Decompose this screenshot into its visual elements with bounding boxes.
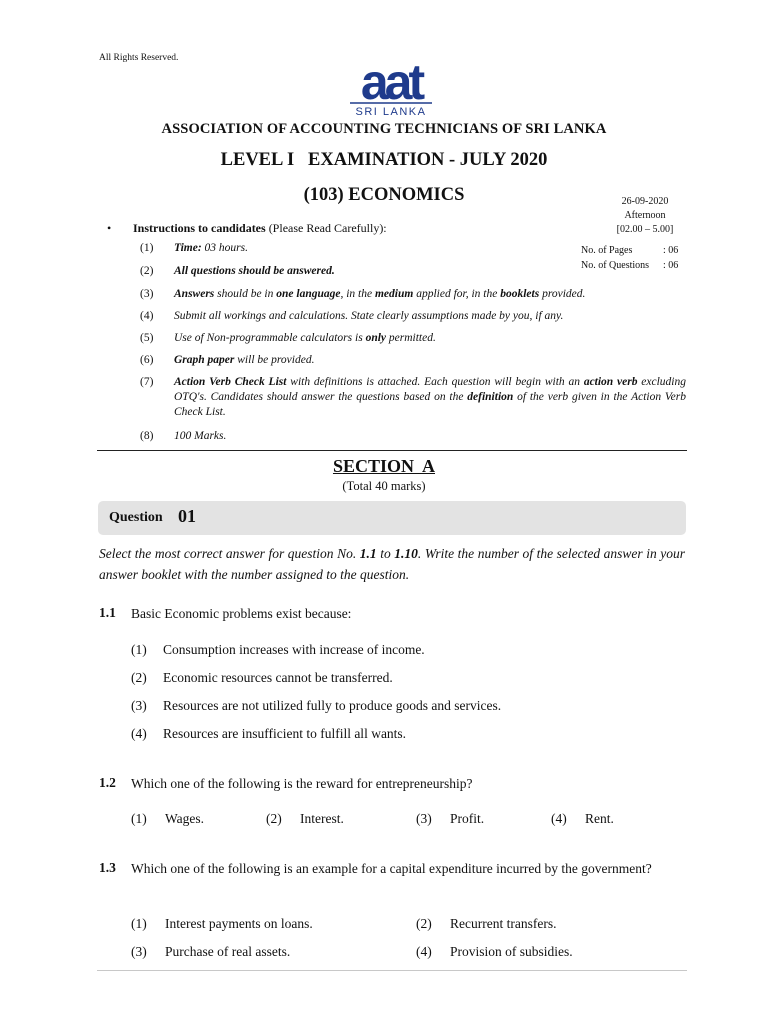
logo-country: SRI LANKA (355, 106, 427, 118)
instructions-title: Instructions to candidates (133, 221, 266, 235)
question-number-1-3: 1.3 (99, 860, 116, 875)
instructions-heading (107, 221, 387, 236)
page-footer-divider (97, 970, 687, 971)
rights-notice: All Rights Reserved. (99, 53, 179, 63)
section-title: SECTION A (332, 456, 436, 476)
pages-label: No. of Pages (581, 245, 633, 256)
question-number-1-2: 1.2 (99, 775, 116, 790)
divider (97, 450, 687, 451)
question-text-1-2: Which one of the following is the reward for entrepreneurship? (131, 776, 473, 791)
instruction-item: (6) Graph paper will be provided. (140, 354, 315, 366)
questions-value: : 06 (663, 260, 679, 271)
instruction-item: (2) All questions should be answered. (140, 265, 335, 277)
question-number: 01 (178, 506, 196, 526)
question-text-1-1: Basic Economic problems exist because: (131, 606, 352, 621)
option-item: (4) Rent. (551, 811, 614, 826)
question-instruction: Select the most correct answer for question No. 1.1 to 1.10. Write the number of the selected answer in your answer booklet with the number assigned to the question. (99, 546, 686, 582)
option-item: (3) Profit. (416, 811, 485, 826)
option-item: (2) Interest. (266, 811, 344, 826)
option-item: (2) Recurrent transfers. (416, 916, 557, 931)
option-item: (1) Consumption increases with increase of income. (131, 642, 425, 657)
instructions-note: (Please Read Carefully): (265, 221, 387, 235)
question-header (98, 501, 686, 535)
option-item: (1) Interest payments on loans. (131, 916, 313, 931)
exam-date: 26-09-2020 (621, 196, 669, 207)
question-number-1-1: 1.1 (99, 605, 116, 620)
option-item: (4) Resources are insufficient to fulfill all wants. (131, 726, 407, 741)
option-item: (1) Wages. (131, 811, 205, 826)
bullet-icon: • (107, 221, 112, 235)
section-subtitle: (Total 40 marks) (342, 479, 426, 493)
instruction-item: (7) Action Verb Check List with definitions is attached. Each question will begin with an action verb excluding OTQ's. Candidates should answer the questions based on the definition of the verb given in the Action Verb Check List. (140, 376, 687, 418)
instruction-item: (3) Answers should be in one language, in the medium applied for, in the booklets provided. (140, 288, 586, 300)
pages-value: : 06 (663, 245, 679, 256)
instruction-item: (8) 100 Marks. (140, 430, 227, 442)
instruction-item: (5) Use of Non-programmable calculators is only permitted. (140, 332, 436, 344)
exam-level-title: LEVEL I EXAMINATION - JULY 2020 (220, 150, 548, 170)
question-label: Question (109, 510, 163, 525)
option-item: (4) Provision of subsidies. (416, 944, 573, 959)
question-text-1-3: Which one of the following is an example for a capital expenditure incurred by the government? (131, 861, 652, 876)
exam-session: Afternoon (624, 210, 666, 221)
logo-wordmark: aat (360, 54, 422, 110)
option-item: (3) Resources are not utilized fully to produce goods and services. (131, 698, 502, 713)
aat-logo (346, 48, 436, 118)
subject-title: (103) ECONOMICS (303, 185, 465, 205)
instruction-item: (1) Time: 03 hours. (140, 242, 248, 254)
exam-time: [02.00 – 5.00] (616, 224, 674, 235)
organization-name: ASSOCIATION OF ACCOUNTING TECHNICIANS OF SRI LANKA (161, 121, 607, 137)
questions-label: No. of Questions (581, 260, 650, 271)
option-item: (3) Purchase of real assets. (131, 944, 291, 959)
option-item: (2) Economic resources cannot be transferred. (131, 670, 393, 685)
instruction-item: (4) Submit all workings and calculations. State clearly assumptions made by you, if any. (140, 310, 564, 322)
